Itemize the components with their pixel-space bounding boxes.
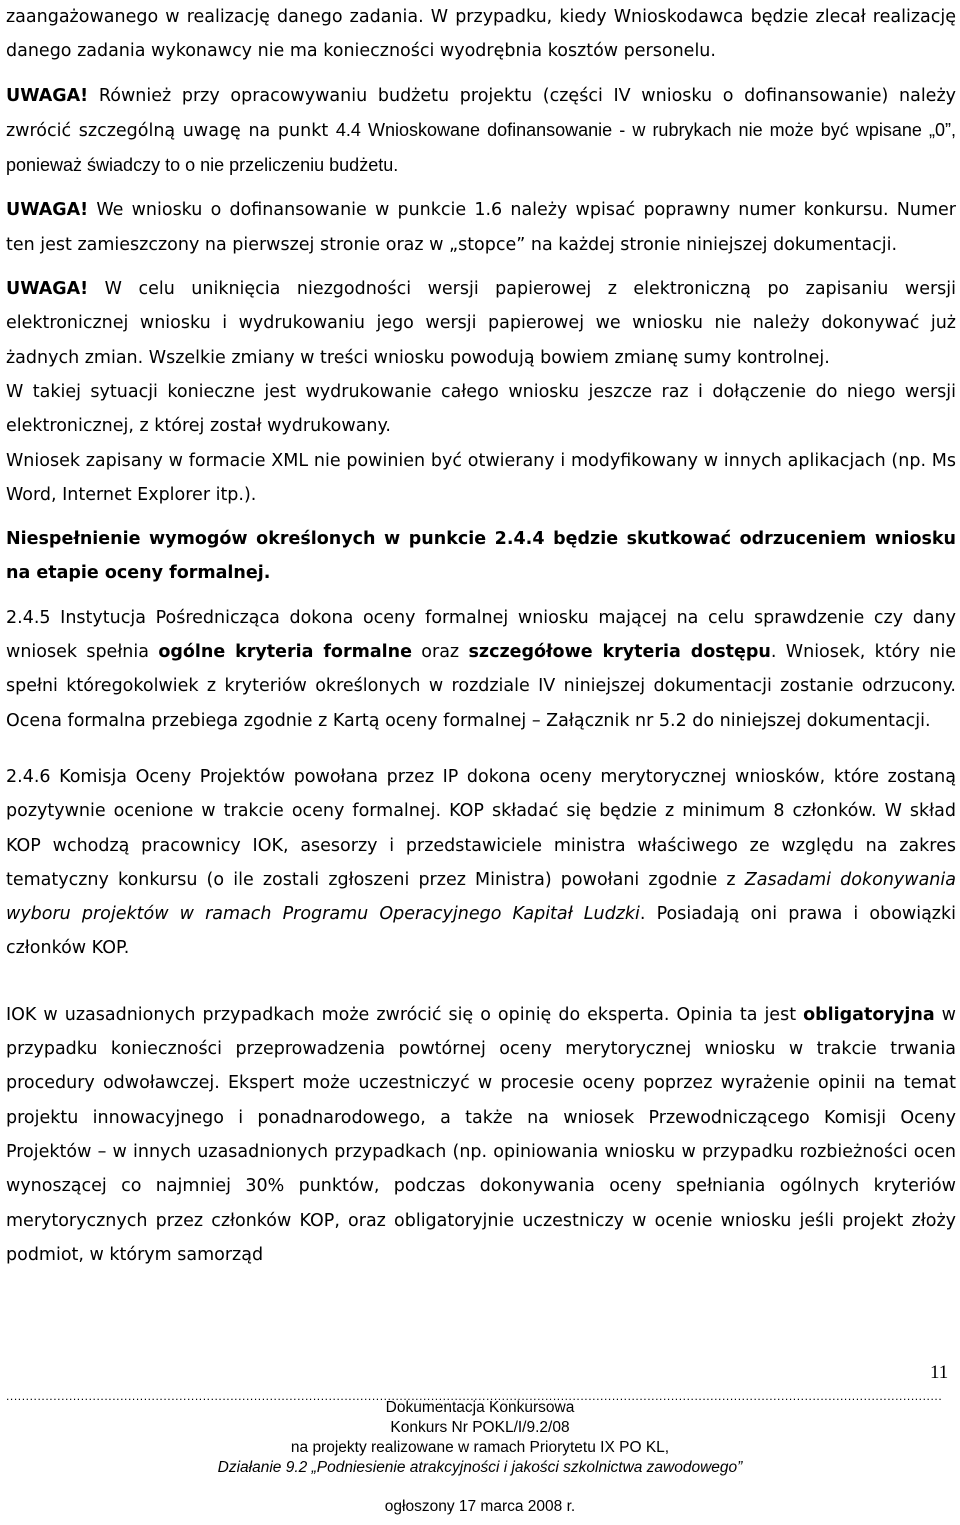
warning-label: UWAGA! <box>6 85 89 106</box>
text: We wniosku o dofinansowanie w punkcie 1.6 należy wpisać poprawny numer konkursu. Numer ten jest zamieszczony na pierwszej stronie oraz w „stopce” na każdej stronie niniejszej dokumentacji. <box>6 200 956 255</box>
paragraph-personnel <box>6 0 956 69</box>
text: Wniosek zapisany w formacie XML nie powinien być otwierany i modyfikowany w innych aplikacjach (np. Ms Word, Internet Explorer itp.). <box>6 450 956 505</box>
footer-title: Dokumentacja Konkursowa <box>385 1399 575 1416</box>
text: ogólne kryteria formalne <box>158 642 412 663</box>
footer-date: ogłoszony 17 marca 2008 r. <box>384 1498 576 1515</box>
footer-measure <box>0 1458 960 1478</box>
body-text <box>6 0 956 1272</box>
text: IOK w uzasadnionych przypadkach może zwrócić się o opinię do eksperta. Opinia ta jest <box>6 1004 804 1025</box>
text: . Wniosek, który nie spełni któregokolwiek z kryteriów określonych w rozdziale IV niniejszej dokumentacji zostanie odrzucony. Ocena formalna przebiega zgodnie z Kartą oceny formalnej – Załącznik nr 5.2 do niniejszej dokumentacji. <box>6 642 956 731</box>
text: Działanie 9.2 „Podniesienie atrakcyjności i jakości szkolnictwa zawodowego” <box>217 1459 743 1476</box>
paragraph-budget-note <box>6 79 956 184</box>
paragraph-rejection <box>6 522 956 591</box>
text: szczegółowe kryteria dostępu <box>468 642 771 663</box>
footer-contest: Konkurs Nr POKL/I/9.2/08 <box>390 1419 570 1436</box>
footer-rule: .............................................................................................................................................................................................................................................. <box>6 1390 943 1402</box>
footer-priority: na projekty realizowane w ramach Priorytetu IX PO KL, <box>290 1439 670 1456</box>
text: W celu uniknięcia niezgodności wersji papierowej z elektroniczną po zapisaniu wersji elektronicznej wniosku i wydrukowaniu jego wersji papierowej we wniosku nie należy dokonywać już żadnych zmian. Wszelkie zmiany w treści wniosku powodują bowiem zmianę sumy kontrolnej. <box>6 279 956 368</box>
text: 2.4.6 Komisja Oceny Projektów powołana przez IP dokona oceny merytorycznej wniosków, które zostaną pozytywnie ocenione w trakcie oceny formalnej. KOP składać się będzie z minimum 8 członków. W skład KOP wchodzą pracownicy IOK, asesorzy i przedstawiciele ministra właściwego ze względu na zakres tematyczny konkursu (o ile zostali zgłoszeni przez Ministra) powołani zgodnie z <box>6 766 956 890</box>
page-number: 11 <box>930 1362 949 1383</box>
paragraph-contest-number-note <box>6 193 956 262</box>
text: 4.4 Wnioskowane dofinansowanie - w rubrykach nie może być wpisane „0”, ponieważ świadczy to o nie przeliczeniu budżetu. <box>6 119 956 176</box>
paragraph-expert <box>6 998 956 1272</box>
text: 2.4.5 Instytucja Pośrednicząca dokona oceny formalnej wniosku mającej na celu sprawdzenie czy dany wniosek spełnia <box>6 607 956 663</box>
text: Zasadami dokonywania wyboru projektów w ramach Programu Operacyjnego Kapitał Ludzki <box>6 869 956 925</box>
paragraph-2-4-5 <box>6 601 956 738</box>
text: obligatoryjna <box>803 1004 935 1025</box>
text: oraz <box>411 642 469 663</box>
text: w przypadku konieczności przeprowadzenia powtórnej oceny merytorycznej wniosku w trakcie trwania procedury odwoławczej. Ekspert może uczestniczyć w procesie oceny poprzez wyrażenie opinii na temat projektu innowacyjnego i ponadnarodowego, a także na wniosek Przewodniczącego Komisji Oceny Projektów – w innych uzasadnionych przypadkach (np. opiniowania wniosku w przypadku rozbieżności ocen wynoszącej co najmniej 30% punktów, podczas dokonywania oceny spełniania ogólnych kryteriów merytorycznych przez członków KOP, oraz obligatoryjnie uczestniczy w ocenie wniosku jeśli projekt złoży podmiot, w którym samorząd <box>6 1004 956 1265</box>
paragraph-xml <box>6 444 956 513</box>
text: W takiej sytuacji konieczne jest wydrukowanie całego wniosku jeszcze raz i dołączenie do niego wersji elektronicznej, z której został wydrukowany. <box>6 381 956 437</box>
paragraph-reprint <box>6 375 956 444</box>
text: Również przy opracowywaniu budżetu projektu (części IV wniosku o dofinansowanie) należy zwrócić szczególną uwagę na punkt <box>6 85 956 141</box>
text: zaangażowanego w realizację danego zadania. W przypadku, kiedy Wnioskodawca będzie zlecał realizację danego zadania wykonawcy nie ma konieczności wyodrębnia kosztów personelu. <box>6 7 956 62</box>
paragraph-2-4-6 <box>6 760 956 966</box>
text: . Posiadają oni prawa i obowiązki członków KOP. <box>6 904 956 959</box>
warning-label: UWAGA! <box>6 200 89 221</box>
warning-label: UWAGA! <box>6 279 89 300</box>
paragraph-version-note <box>6 272 956 375</box>
text: Niespełnienie wymogów określonych w punkcie 2.4.4 będzie skutkować odrzuceniem wniosku na etapie oceny formalnej. <box>6 529 956 584</box>
